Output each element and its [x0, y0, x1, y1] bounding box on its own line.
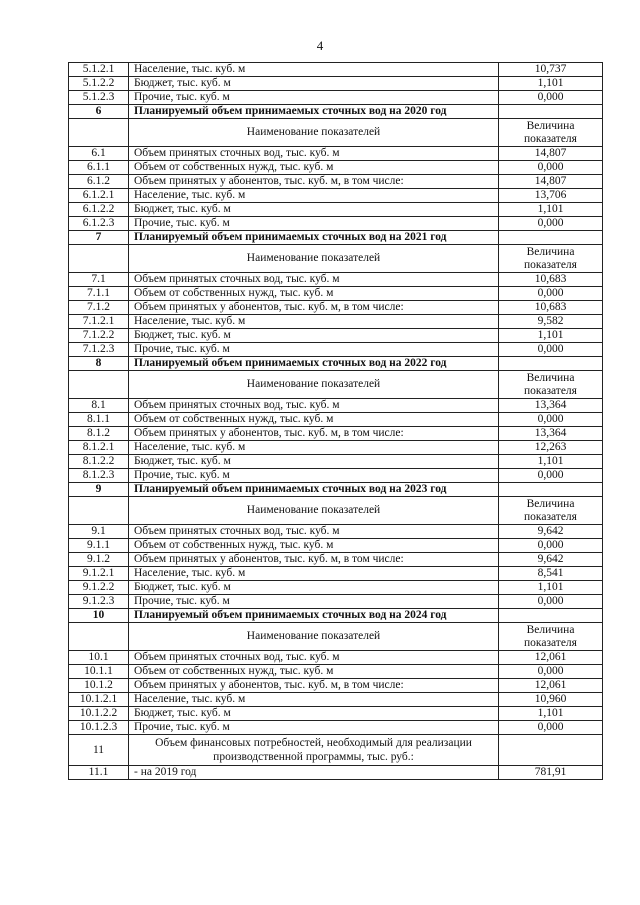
indicator-value: [499, 609, 603, 623]
indicator-name: Объем принятых у абонентов, тыс. куб. м, в том числе:: [129, 175, 499, 189]
indicator-value: 10,683: [499, 301, 603, 315]
indicator-value: 0,000: [499, 413, 603, 427]
indicator-name: Наименование показателей: [129, 497, 499, 525]
indicator-name: Наименование показателей: [129, 371, 499, 399]
row-number: 6.1.1: [69, 161, 129, 175]
indicator-name: Прочие, тыс. куб. м: [129, 595, 499, 609]
indicator-name: Объем принятых сточных вод, тыс. куб. м: [129, 651, 499, 665]
table-row: [69, 91, 603, 105]
row-number: 8.1.2: [69, 427, 129, 441]
indicator-name: Бюджет, тыс. куб. м: [129, 77, 499, 91]
indicator-name: Население, тыс. куб. м: [129, 441, 499, 455]
indicator-name: Наименование показателей: [129, 119, 499, 147]
indicator-value: 10,683: [499, 273, 603, 287]
table-row: [69, 721, 603, 735]
row-number: 7.1.1: [69, 287, 129, 301]
indicator-value: 12,061: [499, 679, 603, 693]
row-number: 7.1.2: [69, 301, 129, 315]
indicator-value: [499, 735, 603, 766]
indicator-name: Объем от собственных нужд, тыс. куб. м: [129, 539, 499, 553]
row-number: [69, 623, 129, 651]
section-header-row: [69, 357, 603, 371]
indicator-name: Планируемый объем принимаемых сточных вод на 2020 год: [129, 105, 499, 119]
indicator-value: 0,000: [499, 665, 603, 679]
column-header-row: [69, 371, 603, 399]
row-number: 7: [69, 231, 129, 245]
indicator-name: Объем принятых у абонентов, тыс. куб. м, в том числе:: [129, 679, 499, 693]
table-row: [69, 693, 603, 707]
row-number: 8.1: [69, 399, 129, 413]
table-row: [69, 469, 603, 483]
row-number: 6: [69, 105, 129, 119]
table-row: [69, 567, 603, 581]
row-number: 11: [69, 735, 129, 766]
indicator-value: [499, 231, 603, 245]
row-number: 8: [69, 357, 129, 371]
indicators-table: [68, 62, 603, 780]
indicator-name: Наименование показателей: [129, 245, 499, 273]
indicator-name: Прочие, тыс. куб. м: [129, 469, 499, 483]
table-row: [69, 651, 603, 665]
table-row: [69, 766, 603, 780]
indicator-name: - на 2019 год: [129, 766, 499, 780]
indicator-name: Население, тыс. куб. м: [129, 63, 499, 77]
indicator-name: Бюджет, тыс. куб. м: [129, 707, 499, 721]
indicator-name: Объем принятых сточных вод, тыс. куб. м: [129, 525, 499, 539]
page-number: 4: [316, 38, 324, 53]
indicator-value: 1,101: [499, 203, 603, 217]
section-header-row: [69, 483, 603, 497]
indicator-name: Объем от собственных нужд, тыс. куб. м: [129, 287, 499, 301]
indicator-name: Прочие, тыс. куб. м: [129, 217, 499, 231]
indicator-value: 0,000: [499, 721, 603, 735]
indicator-name: Объем принятых у абонентов, тыс. куб. м, в том числе:: [129, 301, 499, 315]
row-number: 9.1.2.3: [69, 595, 129, 609]
table-row: [69, 329, 603, 343]
row-number: 7.1.2.2: [69, 329, 129, 343]
table-row: [69, 77, 603, 91]
indicator-name: Объем принятых сточных вод, тыс. куб. м: [129, 399, 499, 413]
table-row: [69, 399, 603, 413]
row-number: 9: [69, 483, 129, 497]
indicator-name: Объем от собственных нужд, тыс. куб. м: [129, 665, 499, 679]
section-header-row: [69, 609, 603, 623]
row-number: 6.1.2.3: [69, 217, 129, 231]
indicator-value: Величина показателя: [499, 371, 603, 399]
column-header-row: [69, 497, 603, 525]
indicator-value: 0,000: [499, 161, 603, 175]
indicator-name: Объем принятых сточных вод, тыс. куб. м: [129, 273, 499, 287]
indicator-name: Планируемый объем принимаемых сточных вод на 2024 год: [129, 609, 499, 623]
row-number: 8.1.2.3: [69, 469, 129, 483]
table-row: [69, 161, 603, 175]
table-row: [69, 581, 603, 595]
indicator-name: Прочие, тыс. куб. м: [129, 91, 499, 105]
table-row: [69, 217, 603, 231]
table-row: [69, 455, 603, 469]
indicator-value: [499, 357, 603, 371]
row-number: 9.1.1: [69, 539, 129, 553]
indicator-value: 9,582: [499, 315, 603, 329]
indicator-name: Население, тыс. куб. м: [129, 315, 499, 329]
indicator-value: 12,263: [499, 441, 603, 455]
indicator-name: Планируемый объем принимаемых сточных вод на 2021 год: [129, 231, 499, 245]
table-row: [69, 189, 603, 203]
indicator-value: 13,364: [499, 399, 603, 413]
indicator-value: 14,807: [499, 147, 603, 161]
row-number: 9.1.2.2: [69, 581, 129, 595]
row-number: 10: [69, 609, 129, 623]
indicator-value: 0,000: [499, 469, 603, 483]
table-row: [69, 343, 603, 357]
row-number: 6.1: [69, 147, 129, 161]
indicator-value: Величина показателя: [499, 119, 603, 147]
row-number: 6.1.2.2: [69, 203, 129, 217]
table-row: [69, 525, 603, 539]
row-number: [69, 245, 129, 273]
row-number: 8.1.2.2: [69, 455, 129, 469]
indicator-value: 0,000: [499, 217, 603, 231]
indicator-value: Величина показателя: [499, 497, 603, 525]
indicator-value: 8,541: [499, 567, 603, 581]
indicator-value: 10,737: [499, 63, 603, 77]
indicator-value: 1,101: [499, 455, 603, 469]
row-number: 10.1.2: [69, 679, 129, 693]
indicator-value: 0,000: [499, 287, 603, 301]
indicator-name: Объем от собственных нужд, тыс. куб. м: [129, 413, 499, 427]
indicator-name: Бюджет, тыс. куб. м: [129, 581, 499, 595]
table-row: [69, 413, 603, 427]
row-number: 5.1.2.2: [69, 77, 129, 91]
indicator-value: [499, 105, 603, 119]
table-row: [69, 595, 603, 609]
row-number: 7.1.2.3: [69, 343, 129, 357]
indicator-name: Объем принятых сточных вод, тыс. куб. м: [129, 147, 499, 161]
indicator-name: Население, тыс. куб. м: [129, 693, 499, 707]
column-header-row: [69, 245, 603, 273]
table-row: [69, 287, 603, 301]
indicator-name: Прочие, тыс. куб. м: [129, 343, 499, 357]
indicator-name: Население, тыс. куб. м: [129, 189, 499, 203]
indicator-name: Планируемый объем принимаемых сточных вод на 2023 год: [129, 483, 499, 497]
row-number: [69, 371, 129, 399]
table-row: [69, 707, 603, 721]
row-number: 9.1: [69, 525, 129, 539]
indicator-name: Бюджет, тыс. куб. м: [129, 203, 499, 217]
indicator-value: 0,000: [499, 343, 603, 357]
row-number: 10.1.1: [69, 665, 129, 679]
row-number: 6.1.2: [69, 175, 129, 189]
row-number: 10.1.2.2: [69, 707, 129, 721]
table-row: [69, 147, 603, 161]
indicator-name: Объем от собственных нужд, тыс. куб. м: [129, 161, 499, 175]
row-number: 10.1.2.1: [69, 693, 129, 707]
indicator-value: 13,706: [499, 189, 603, 203]
indicator-name: Наименование показателей: [129, 623, 499, 651]
row-number: 9.1.2.1: [69, 567, 129, 581]
row-number: 11.1: [69, 766, 129, 780]
row-number: 7.1: [69, 273, 129, 287]
row-number: 8.1.2.1: [69, 441, 129, 455]
indicator-value: 12,061: [499, 651, 603, 665]
indicator-value: 0,000: [499, 539, 603, 553]
section-header-row: [69, 231, 603, 245]
row-number: 5.1.2.3: [69, 91, 129, 105]
row-number: 8.1.1: [69, 413, 129, 427]
table-row: [69, 553, 603, 567]
indicator-value: 14,807: [499, 175, 603, 189]
table-row: [69, 203, 603, 217]
indicator-name: Планируемый объем принимаемых сточных вод на 2022 год: [129, 357, 499, 371]
indicator-value: Величина показателя: [499, 245, 603, 273]
indicator-value: 9,642: [499, 525, 603, 539]
row-number: 10.1: [69, 651, 129, 665]
indicator-name: Объем финансовых потребностей, необходимый для реализации производственной программы, тыс. руб.:: [129, 735, 499, 766]
table-row: [69, 301, 603, 315]
indicator-value: 0,000: [499, 91, 603, 105]
indicator-value: 13,364: [499, 427, 603, 441]
column-header-row: [69, 623, 603, 651]
indicator-name: Прочие, тыс. куб. м: [129, 721, 499, 735]
indicator-name: Объем принятых у абонентов, тыс. куб. м, в том числе:: [129, 427, 499, 441]
row-number: 7.1.2.1: [69, 315, 129, 329]
section-header-row: [69, 105, 603, 119]
table-row: [69, 315, 603, 329]
row-number: 10.1.2.3: [69, 721, 129, 735]
indicator-value: 1,101: [499, 707, 603, 721]
indicator-value: 0,000: [499, 595, 603, 609]
table-row: [69, 665, 603, 679]
indicator-name: Бюджет, тыс. куб. м: [129, 455, 499, 469]
table-row: [69, 679, 603, 693]
row-number: 6.1.2.1: [69, 189, 129, 203]
table-row: [69, 441, 603, 455]
column-header-row: [69, 119, 603, 147]
indicator-value: 9,642: [499, 553, 603, 567]
table-row: [69, 175, 603, 189]
row-number: [69, 497, 129, 525]
indicator-name: Население, тыс. куб. м: [129, 567, 499, 581]
indicator-name: Объем принятых у абонентов, тыс. куб. м, в том числе:: [129, 553, 499, 567]
table-row: [69, 427, 603, 441]
indicator-value: 1,101: [499, 329, 603, 343]
indicator-value: Величина показателя: [499, 623, 603, 651]
row-number: [69, 119, 129, 147]
table-row: [69, 273, 603, 287]
indicator-value: 1,101: [499, 77, 603, 91]
indicator-value: 781,91: [499, 766, 603, 780]
indicator-value: 10,960: [499, 693, 603, 707]
table-row: [69, 539, 603, 553]
section-header-row: [69, 735, 603, 766]
row-number: 9.1.2: [69, 553, 129, 567]
indicator-value: 1,101: [499, 581, 603, 595]
row-number: 5.1.2.1: [69, 63, 129, 77]
indicator-value: [499, 483, 603, 497]
table-row: [69, 63, 603, 77]
indicator-name: Бюджет, тыс. куб. м: [129, 329, 499, 343]
